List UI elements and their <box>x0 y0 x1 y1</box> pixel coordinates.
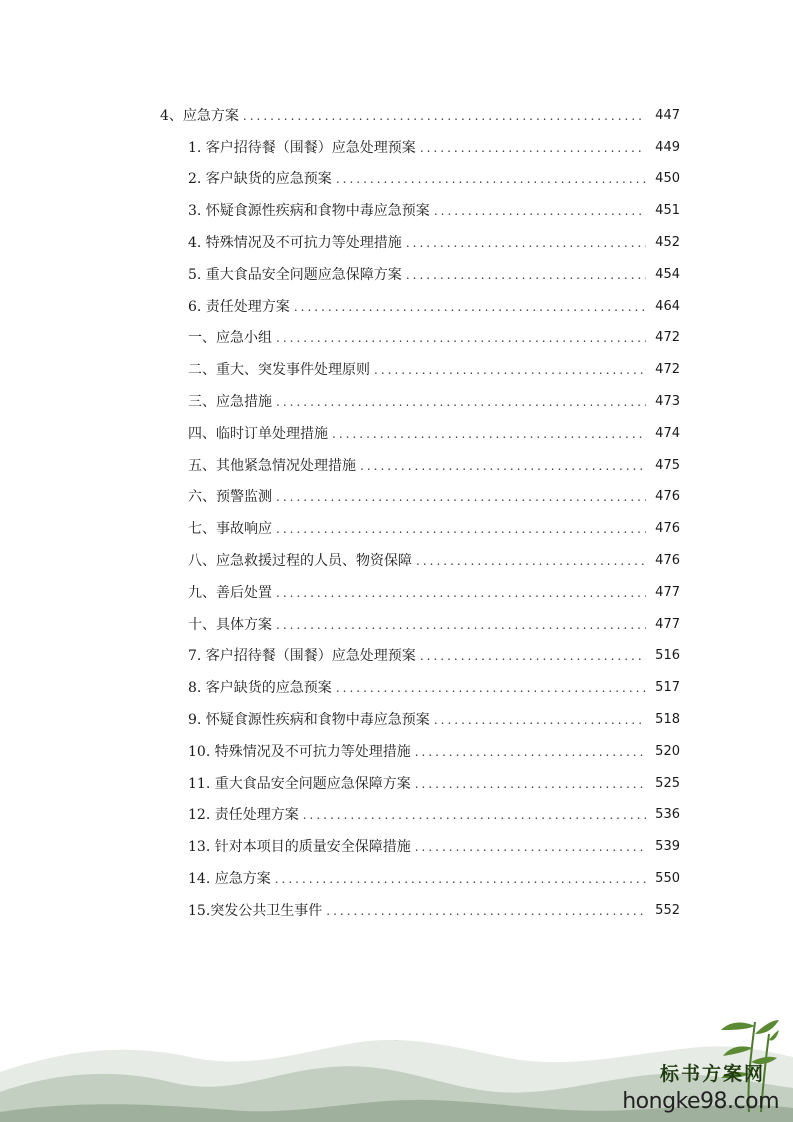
toc-entry-label: 二、重大、突发事件处理原则 <box>188 362 370 379</box>
toc-leader-dots <box>336 169 646 189</box>
toc-row[interactable] <box>160 704 680 736</box>
toc-entry-label: 一、应急小组 <box>188 330 272 347</box>
toc-entry-page: 447 <box>655 107 680 123</box>
toc-leader-dots <box>415 774 646 794</box>
toc-entry-label: 7. 客户招待餐（围餐）应急处理预案 <box>188 648 416 665</box>
toc-entry-page: 477 <box>655 616 680 632</box>
toc-row[interactable] <box>160 291 680 323</box>
toc-entry-page: 450 <box>655 171 680 187</box>
toc-entry-label: 13. 针对本项目的质量安全保障措施 <box>188 839 411 856</box>
toc-entry-label: 11. 重大食品安全问题应急保障方案 <box>188 775 411 792</box>
toc-row[interactable] <box>160 482 680 514</box>
toc-row[interactable] <box>160 354 680 386</box>
toc-leader-dots <box>406 265 646 285</box>
toc-entry-page: 472 <box>655 362 680 378</box>
toc-entry-page: 474 <box>655 425 680 441</box>
toc-leader-dots <box>416 551 646 571</box>
toc-entry-label: 4. 特殊情况及不可抗力等处理措施 <box>188 235 402 252</box>
table-of-contents <box>160 100 680 927</box>
toc-row[interactable] <box>160 227 680 259</box>
toc-row[interactable] <box>160 577 680 609</box>
toc-entry-label: 五、其他紧急情况处理措施 <box>188 457 356 474</box>
toc-row[interactable] <box>160 800 680 832</box>
toc-entry-label: 6. 责任处理方案 <box>188 298 290 315</box>
toc-entry-label: 9. 怀疑食源性疾病和食物中毒应急预案 <box>188 712 430 729</box>
toc-entry-label: 九、善后处置 <box>188 584 272 601</box>
toc-entry-page: 518 <box>655 712 680 728</box>
toc-entry-page: 476 <box>655 489 680 505</box>
toc-row[interactable] <box>160 323 680 355</box>
toc-row[interactable] <box>160 609 680 641</box>
toc-entry-page: 475 <box>655 457 680 473</box>
toc-row[interactable] <box>160 672 680 704</box>
toc-entry-label: 14. 应急方案 <box>188 871 271 888</box>
toc-entry-label: 10. 特殊情况及不可抗力等处理措施 <box>188 743 411 760</box>
toc-leader-dots <box>276 487 646 507</box>
toc-entry-page: 539 <box>655 839 680 855</box>
toc-row[interactable] <box>160 418 680 450</box>
toc-leader-dots <box>434 201 646 221</box>
toc-entry-label: 5. 重大食品安全问题应急保障方案 <box>188 266 402 283</box>
toc-entry-page: 536 <box>655 807 680 823</box>
toc-entry-page: 477 <box>655 584 680 600</box>
toc-leader-dots <box>415 742 646 762</box>
toc-row[interactable] <box>160 736 680 768</box>
toc-row[interactable] <box>160 386 680 418</box>
toc-entry-label: 六、预警监测 <box>188 489 272 506</box>
toc-entry-page: 516 <box>655 648 680 664</box>
toc-row[interactable] <box>160 164 680 196</box>
toc-row[interactable] <box>160 768 680 800</box>
toc-leader-dots <box>294 297 646 317</box>
toc-row[interactable] <box>160 195 680 227</box>
toc-leader-dots <box>336 678 646 698</box>
logo-text-en: hongke98.com <box>622 1089 779 1114</box>
toc-leader-dots <box>415 837 646 857</box>
toc-entry-label: 七、事故响应 <box>188 521 272 538</box>
toc-row[interactable] <box>160 259 680 291</box>
toc-leader-dots <box>360 456 646 476</box>
toc-row[interactable] <box>160 132 680 164</box>
toc-leader-dots <box>406 233 646 253</box>
toc-row[interactable] <box>160 641 680 673</box>
toc-leader-dots <box>420 646 646 666</box>
toc-entry-page: 464 <box>655 298 680 314</box>
logo-text-cn: 标书方案网 <box>659 1063 765 1085</box>
toc-entry-label: 2. 客户缺货的应急预案 <box>188 171 332 188</box>
toc-leader-dots <box>243 106 646 126</box>
toc-leader-dots <box>332 424 646 444</box>
toc-entry-label: 8. 客户缺货的应急预案 <box>188 680 332 697</box>
toc-leader-dots <box>326 901 646 921</box>
toc-entry-page: 476 <box>655 521 680 537</box>
toc-entry-label: 十、具体方案 <box>188 616 272 633</box>
toc-row[interactable] <box>160 450 680 482</box>
toc-entry-label: 八、应急救援过程的人员、物资保障 <box>188 553 412 570</box>
toc-leader-dots <box>374 360 646 380</box>
toc-entry-label: 1. 客户招待餐（围餐）应急处理预案 <box>188 139 416 156</box>
toc-entry-page: 472 <box>655 330 680 346</box>
toc-leader-dots <box>420 138 646 158</box>
toc-entry-page: 451 <box>655 203 680 219</box>
toc-row[interactable] <box>160 513 680 545</box>
toc-leader-dots <box>276 583 646 603</box>
toc-row[interactable] <box>160 100 680 132</box>
toc-row[interactable] <box>160 895 680 927</box>
toc-leader-dots <box>276 392 646 412</box>
toc-entry-label: 四、临时订单处理措施 <box>188 425 328 442</box>
toc-entry-label: 三、应急措施 <box>188 394 272 411</box>
toc-entry-page: 550 <box>655 871 680 887</box>
toc-entry-page: 473 <box>655 394 680 410</box>
toc-entry-label: 12. 责任处理方案 <box>188 807 299 824</box>
toc-entry-page: 520 <box>655 743 680 759</box>
toc-entry-page: 449 <box>655 139 680 155</box>
toc-entry-label: 15.突发公共卫生事件 <box>188 902 323 919</box>
toc-entry-page: 454 <box>655 266 680 282</box>
toc-leader-dots <box>303 805 646 825</box>
toc-row[interactable] <box>160 831 680 863</box>
toc-entry-label: 3. 怀疑食源性疾病和食物中毒应急预案 <box>188 203 430 220</box>
toc-row[interactable] <box>160 545 680 577</box>
toc-leader-dots <box>276 615 646 635</box>
toc-leader-dots <box>276 328 646 348</box>
toc-entry-page: 525 <box>655 775 680 791</box>
toc-entry-page: 476 <box>655 553 680 569</box>
toc-leader-dots <box>275 869 646 889</box>
toc-entry-label: 4、应急方案 <box>160 107 239 124</box>
toc-row[interactable] <box>160 863 680 895</box>
toc-entry-page: 552 <box>655 902 680 918</box>
toc-entry-page: 517 <box>655 680 680 696</box>
toc-leader-dots <box>434 710 646 730</box>
toc-entry-page: 452 <box>655 235 680 251</box>
toc-leader-dots <box>276 519 646 539</box>
